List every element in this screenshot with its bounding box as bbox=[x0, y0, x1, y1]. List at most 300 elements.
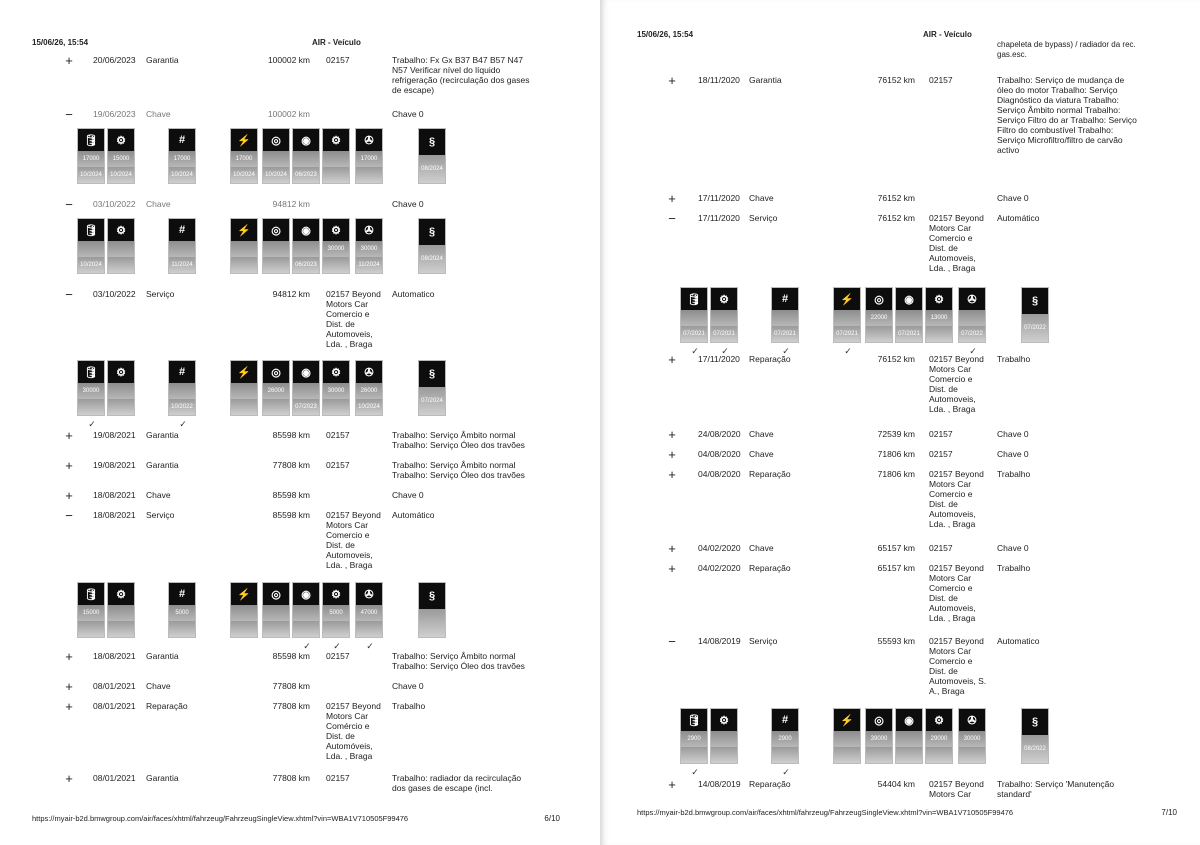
service-km-label bbox=[896, 731, 922, 747]
brake-fluid-icon bbox=[925, 708, 953, 764]
filter-icon bbox=[771, 708, 799, 777]
mileage: 54404 km bbox=[877, 779, 915, 789]
service-date-label bbox=[926, 326, 952, 342]
brake-icon-glyph: ⚙ bbox=[108, 583, 134, 605]
service-date-label: 07/2021 bbox=[834, 326, 860, 342]
page-number: 7/10 bbox=[1161, 808, 1177, 817]
page-title: AIR - Veículo bbox=[312, 38, 361, 47]
service-date-label: 10/2024 bbox=[356, 399, 382, 415]
brake-disc-icon-glyph: ◉ bbox=[896, 288, 922, 310]
entry-date: 19/08/2021 bbox=[93, 460, 136, 470]
service-km-label: 47000 bbox=[356, 605, 382, 621]
service-date-label bbox=[231, 621, 257, 637]
timestamp: 15/06/26, 15:54 bbox=[637, 30, 694, 39]
battery-icon-glyph: ⚡ bbox=[231, 583, 257, 605]
engine-oil-icon bbox=[77, 218, 105, 274]
service-km-label bbox=[78, 241, 104, 257]
expand-icon[interactable]: + bbox=[668, 427, 676, 442]
entry-date: 03/10/2022 bbox=[93, 199, 136, 209]
description: Chave 0 bbox=[392, 199, 424, 209]
service-km-label bbox=[896, 310, 922, 326]
entry-type: Chave bbox=[749, 429, 774, 439]
brake-fluid-icon-glyph: ⚙ bbox=[323, 219, 349, 241]
inspection-icon-glyph: § bbox=[419, 219, 445, 245]
description: Trabalho: Serviço Âmbito normal Trabalho: Serviço Óleo dos travões bbox=[392, 430, 525, 450]
service-date-label bbox=[231, 399, 257, 415]
expand-icon[interactable]: + bbox=[65, 53, 73, 68]
description: Trabalho: Fx Gx B37 B47 B57 N47 N57 Verificar nível do líquido refrigeração (recirculação dos gases de escape) bbox=[392, 55, 530, 95]
mileage: 71806 km bbox=[877, 469, 915, 479]
collapse-icon[interactable]: − bbox=[65, 508, 73, 523]
entry-date: 04/08/2020 bbox=[698, 469, 741, 479]
service-km-label bbox=[108, 241, 134, 257]
brake-disc-icon bbox=[292, 582, 320, 651]
service-km-label: 2900 bbox=[681, 731, 707, 747]
service-date-label bbox=[323, 399, 349, 415]
service-km-label bbox=[169, 241, 195, 257]
inspection-icon-glyph: § bbox=[419, 361, 445, 387]
filter-icon-glyph: # bbox=[772, 709, 798, 731]
service-date-label: 07/2021 bbox=[772, 326, 798, 342]
mileage: 77808 km bbox=[272, 460, 310, 470]
brake-fluid-icon bbox=[322, 582, 350, 651]
service-km-label: 26000 bbox=[263, 383, 289, 399]
service-date-label: 06/2023 bbox=[293, 167, 319, 183]
footer-url: https://myair-b2d.bmwgroup.com/air/faces/xhtml/fahrzeug/FahrzeugSingleView.xhtml?vin=WBA1V710505F99476 bbox=[32, 814, 409, 823]
service-km-label: 17000 bbox=[78, 151, 104, 167]
description: Chave 0 bbox=[392, 490, 424, 500]
service-km-label bbox=[834, 731, 860, 747]
tire-icon bbox=[262, 128, 290, 184]
engine-oil-icon bbox=[77, 360, 105, 429]
entry-type: Garantia bbox=[146, 460, 179, 470]
brake-icon-glyph: ⚙ bbox=[108, 219, 134, 241]
service-km-label: 26000 bbox=[356, 383, 382, 399]
service-date-label: 10/2024 bbox=[108, 167, 134, 183]
inspection-icon bbox=[1021, 287, 1049, 343]
brake-fluid-icon bbox=[322, 218, 350, 274]
mileage: 71806 km bbox=[877, 449, 915, 459]
service-date-label: 07/2021 bbox=[681, 326, 707, 342]
brake-fluid-icon bbox=[322, 360, 350, 416]
dealer: 02157 bbox=[326, 773, 350, 783]
inspection-icon bbox=[418, 360, 446, 416]
dealer: 02157 bbox=[326, 460, 350, 470]
service-km-label bbox=[169, 383, 195, 399]
service-date-label bbox=[356, 167, 382, 183]
service-km-label bbox=[959, 310, 985, 326]
description: Chave 0 bbox=[392, 681, 424, 691]
check-mark-icon: ✓ bbox=[303, 641, 311, 651]
entry-type: Serviço bbox=[749, 636, 778, 646]
description: Chave 0 bbox=[997, 449, 1029, 459]
battery-icon bbox=[833, 287, 861, 356]
entry-type: Reparação bbox=[749, 779, 791, 789]
entry-type: Chave bbox=[146, 109, 171, 119]
dealer: 02157 Beyond Motors Car Comercio e Dist. de Automoveis, S. A., Braga bbox=[929, 636, 987, 696]
service-date-label bbox=[866, 747, 892, 763]
collapse-icon[interactable]: − bbox=[65, 287, 73, 302]
service-date-label bbox=[866, 326, 892, 342]
mileage: 94812 km bbox=[272, 289, 310, 299]
brake-icon bbox=[107, 218, 135, 274]
entry-date: 19/06/2023 bbox=[93, 109, 136, 119]
service-date-label bbox=[772, 747, 798, 763]
entry-type: Chave bbox=[749, 193, 774, 203]
expand-icon[interactable]: + bbox=[668, 777, 676, 792]
dealer: 02157 bbox=[326, 651, 350, 661]
service-date-label: 10/2024 bbox=[78, 167, 104, 183]
brake-fluid-icon bbox=[322, 128, 350, 184]
battery-icon bbox=[230, 218, 258, 274]
service-date-label: 08/2022 bbox=[1022, 735, 1048, 763]
description: Chave 0 bbox=[997, 543, 1029, 553]
mileage: 85598 km bbox=[272, 510, 310, 520]
filter-icon bbox=[771, 287, 799, 356]
inspection-icon-glyph: § bbox=[1022, 709, 1048, 735]
expand-icon[interactable]: + bbox=[668, 561, 676, 576]
mileage: 100002 km bbox=[267, 55, 310, 65]
service-icon-strip bbox=[0, 582, 600, 654]
brake-icon bbox=[710, 287, 738, 356]
tire-icon-glyph: ◎ bbox=[263, 583, 289, 605]
service-km-label bbox=[108, 605, 134, 621]
dealer: 02157 bbox=[929, 449, 953, 459]
entry-type: Serviço bbox=[146, 289, 175, 299]
entry-type: Garantia bbox=[749, 75, 782, 85]
page-number: 6/10 bbox=[544, 814, 560, 823]
service-date-label bbox=[681, 747, 707, 763]
filter-icon-glyph: # bbox=[169, 219, 195, 241]
engine-oil-icon bbox=[77, 582, 105, 638]
description: Trabalho: radiador da recirculação dos gases de escape (incl. bbox=[392, 773, 522, 793]
engine-oil-icon bbox=[680, 708, 708, 777]
service-icon-strip bbox=[0, 218, 600, 290]
service-km-label bbox=[711, 310, 737, 326]
collapse-icon[interactable]: − bbox=[668, 634, 676, 649]
tire-icon-glyph: ◎ bbox=[263, 361, 289, 383]
check-mark-icon: ✓ bbox=[969, 346, 977, 356]
tire-icon-glyph: ◎ bbox=[866, 709, 892, 731]
entry-date: 14/08/2019 bbox=[698, 779, 741, 789]
service-km-label bbox=[834, 310, 860, 326]
dealer: 02157 bbox=[326, 55, 350, 65]
collapse-icon[interactable]: − bbox=[65, 107, 73, 122]
service-km-label: 30000 bbox=[323, 383, 349, 399]
brake-fluid-icon-glyph: ⚙ bbox=[926, 288, 952, 310]
expand-icon[interactable]: + bbox=[668, 352, 676, 367]
tire-icon-glyph: ◎ bbox=[263, 219, 289, 241]
service-icon-strip bbox=[0, 128, 600, 200]
lift-icon-glyph: ✇ bbox=[959, 709, 985, 731]
service-km-label bbox=[231, 241, 257, 257]
battery-icon bbox=[230, 360, 258, 416]
continued-description: chapeleta de bypass) / radiador da rec. gas.esc. bbox=[997, 40, 1136, 59]
tire-icon bbox=[262, 582, 290, 638]
mileage: 77808 km bbox=[272, 701, 310, 711]
expand-icon[interactable]: + bbox=[65, 649, 73, 664]
lift-icon-glyph: ✇ bbox=[356, 361, 382, 383]
expand-icon[interactable]: + bbox=[65, 699, 73, 714]
mileage: 77808 km bbox=[272, 773, 310, 783]
entry-date: 08/01/2021 bbox=[93, 701, 136, 711]
entry-date: 18/08/2021 bbox=[93, 510, 136, 520]
entry-date: 17/11/2020 bbox=[698, 213, 740, 223]
entry-date: 24/08/2020 bbox=[698, 429, 741, 439]
service-date-label bbox=[78, 621, 104, 637]
entry-type: Garantia bbox=[146, 430, 179, 440]
service-date-label bbox=[263, 257, 289, 273]
entry-date: 03/10/2022 bbox=[93, 289, 136, 299]
service-date-label: 07/2021 bbox=[711, 326, 737, 342]
brake-fluid-icon-glyph: ⚙ bbox=[323, 361, 349, 383]
service-date-label bbox=[926, 747, 952, 763]
service-km-label: 5000 bbox=[169, 605, 195, 621]
service-date-label bbox=[108, 257, 134, 273]
dealer: 02157 Beyond Motors Car Comercio e Dist. de Automoveis, Lda. , Braga bbox=[326, 510, 381, 570]
service-km-label bbox=[681, 310, 707, 326]
brake-icon bbox=[107, 582, 135, 638]
filter-icon bbox=[168, 360, 196, 429]
page-right bbox=[600, 0, 1200, 845]
service-date-label: 10/2024 bbox=[78, 257, 104, 273]
description: Trabalho bbox=[997, 354, 1031, 364]
brake-icon bbox=[710, 708, 738, 764]
filter-icon-glyph: # bbox=[772, 288, 798, 310]
description: Trabalho: Serviço de mudança de óleo do motor Trabalho: Serviço Diagnóstico da viatura Trabalho: Serviço Âmbito normal Trabalho: Serviço Filtro do ar Trabalho: Serviço Filtro do combustível Trabalho: Serviço Microfiltro/filtro de carvão activo bbox=[997, 75, 1137, 155]
description: Trabalho bbox=[997, 563, 1031, 573]
service-km-label bbox=[263, 241, 289, 257]
expand-icon[interactable]: + bbox=[65, 679, 73, 694]
entry-type: Chave bbox=[749, 543, 774, 553]
mileage: 85598 km bbox=[272, 430, 310, 440]
entry-type: Garantia bbox=[146, 773, 179, 783]
expand-icon[interactable]: + bbox=[668, 541, 676, 556]
dealer: 02157 bbox=[929, 429, 953, 439]
service-date-label bbox=[263, 399, 289, 415]
inspection-icon bbox=[418, 128, 446, 184]
service-date-label: 07/2023 bbox=[293, 399, 319, 415]
inspection-icon-glyph: § bbox=[419, 129, 445, 155]
dealer: 02157 bbox=[929, 75, 953, 85]
expand-icon[interactable]: + bbox=[668, 447, 676, 462]
engine-oil-icon-glyph: 🛢 bbox=[78, 219, 104, 241]
brake-icon bbox=[107, 360, 135, 416]
entry-type: Reparação bbox=[749, 354, 791, 364]
mileage: 76152 km bbox=[877, 213, 915, 223]
service-km-label bbox=[293, 383, 319, 399]
engine-oil-icon-glyph: 🛢 bbox=[78, 361, 104, 383]
mileage: 100002 km bbox=[267, 109, 310, 119]
service-km-label bbox=[231, 383, 257, 399]
expand-icon[interactable]: + bbox=[668, 467, 676, 482]
entry-date: 17/11/2020 bbox=[698, 193, 740, 203]
inspection-icon bbox=[1021, 708, 1049, 764]
entry-type: Reparação bbox=[146, 701, 188, 711]
expand-icon[interactable]: + bbox=[65, 488, 73, 503]
tire-icon-glyph: ◎ bbox=[263, 129, 289, 151]
mileage: 85598 km bbox=[272, 651, 310, 661]
service-date-label bbox=[78, 399, 104, 415]
battery-icon bbox=[230, 128, 258, 184]
service-date-label bbox=[263, 621, 289, 637]
engine-oil-icon bbox=[77, 128, 105, 184]
service-date-label bbox=[108, 399, 134, 415]
entry-type: Chave bbox=[146, 199, 171, 209]
entry-date: 04/08/2020 bbox=[698, 449, 741, 459]
lift-icon bbox=[958, 287, 986, 356]
service-date-label bbox=[896, 747, 922, 763]
check-mark-icon: ✓ bbox=[179, 419, 187, 429]
service-date-label: 07/2022 bbox=[1022, 314, 1048, 342]
collapse-icon[interactable]: − bbox=[65, 197, 73, 212]
description: Automático bbox=[997, 213, 1040, 223]
service-icon-strip bbox=[601, 708, 1200, 780]
entry-date: 08/01/2021 bbox=[93, 773, 136, 783]
brake-icon-glyph: ⚙ bbox=[711, 288, 737, 310]
service-date-label bbox=[169, 621, 195, 637]
check-mark-icon: ✓ bbox=[782, 346, 790, 356]
mileage: 94812 km bbox=[272, 199, 310, 209]
expand-icon[interactable]: + bbox=[668, 73, 676, 88]
service-km-label: 30000 bbox=[356, 241, 382, 257]
description: Trabalho bbox=[392, 701, 426, 711]
engine-oil-icon-glyph: 🛢 bbox=[78, 129, 104, 151]
entry-date: 04/02/2020 bbox=[698, 543, 741, 553]
service-km-label: 30000 bbox=[78, 383, 104, 399]
description: Trabalho: Serviço 'Manutenção standard' bbox=[997, 779, 1115, 799]
filter-icon-glyph: # bbox=[169, 583, 195, 605]
service-km-label: 17000 bbox=[169, 151, 195, 167]
dealer: 02157 Beyond Motors Car Comercio e Dist. de Automoveis, Lda. , Braga bbox=[929, 213, 984, 273]
tire-icon bbox=[262, 360, 290, 416]
service-km-label: 15000 bbox=[108, 151, 134, 167]
filter-icon bbox=[168, 128, 196, 184]
battery-icon bbox=[230, 582, 258, 638]
dealer: 02157 Beyond Motors Car Comercio e Dist. de Automoveis, Lda. , Braga bbox=[929, 469, 984, 529]
expand-icon[interactable]: + bbox=[668, 191, 676, 206]
battery-icon bbox=[833, 708, 861, 764]
battery-icon-glyph: ⚡ bbox=[834, 709, 860, 731]
service-date-label: 06/2023 bbox=[293, 257, 319, 273]
lift-icon bbox=[355, 582, 383, 651]
service-km-label: 13000 bbox=[926, 310, 952, 326]
entry-date: 17/11/2020 bbox=[698, 354, 740, 364]
service-km-label: 15000 bbox=[78, 605, 104, 621]
service-km-label: 2900 bbox=[772, 731, 798, 747]
expand-icon[interactable]: + bbox=[65, 771, 73, 786]
service-date-label bbox=[323, 621, 349, 637]
service-km-label bbox=[293, 151, 319, 167]
service-km-label: 30000 bbox=[323, 241, 349, 257]
service-date-label: 10/2022 bbox=[169, 399, 195, 415]
battery-icon-glyph: ⚡ bbox=[231, 219, 257, 241]
brake-icon-glyph: ⚙ bbox=[108, 129, 134, 151]
filter-icon-glyph: # bbox=[169, 361, 195, 383]
description: Automatico bbox=[392, 289, 435, 299]
collapse-icon[interactable]: − bbox=[668, 211, 676, 226]
tire-icon bbox=[262, 218, 290, 274]
brake-fluid-icon-glyph: ⚙ bbox=[926, 709, 952, 731]
entry-type: Chave bbox=[749, 449, 774, 459]
brake-disc-icon bbox=[292, 218, 320, 274]
battery-icon-glyph: ⚡ bbox=[231, 129, 257, 151]
brake-disc-icon bbox=[292, 128, 320, 184]
entry-date: 20/06/2023 bbox=[93, 55, 136, 65]
service-date-label: 11/2024 bbox=[356, 257, 382, 273]
service-date-label: 10/2024 bbox=[169, 167, 195, 183]
tire-icon-glyph: ◎ bbox=[866, 288, 892, 310]
entry-date: 18/11/2020 bbox=[698, 75, 740, 85]
mileage: 72539 km bbox=[877, 429, 915, 439]
lift-icon bbox=[355, 360, 383, 416]
brake-icon-glyph: ⚙ bbox=[108, 361, 134, 383]
tire-icon bbox=[865, 708, 893, 764]
service-km-label: 17000 bbox=[231, 151, 257, 167]
expand-icon[interactable]: + bbox=[65, 428, 73, 443]
engine-oil-icon-glyph: 🛢 bbox=[681, 288, 707, 310]
brake-icon-glyph: ⚙ bbox=[711, 709, 737, 731]
mileage: 77808 km bbox=[272, 681, 310, 691]
service-km-label bbox=[263, 151, 289, 167]
service-km-label bbox=[293, 605, 319, 621]
lift-icon bbox=[355, 218, 383, 274]
service-date-label bbox=[711, 747, 737, 763]
check-mark-icon: ✓ bbox=[721, 346, 729, 356]
brake-disc-icon-glyph: ◉ bbox=[293, 219, 319, 241]
service-km-label bbox=[711, 731, 737, 747]
mileage: 65157 km bbox=[877, 543, 915, 553]
dealer: 02157 bbox=[929, 543, 953, 553]
brake-disc-icon bbox=[895, 708, 923, 764]
entry-date: 08/01/2021 bbox=[93, 681, 136, 691]
service-km-label bbox=[293, 241, 319, 257]
inspection-icon bbox=[418, 218, 446, 274]
check-mark-icon: ✓ bbox=[366, 641, 374, 651]
dealer: 02157 Beyond Motors Car Comercio e Dist. de Automoveis, Lda. , Braga bbox=[929, 354, 984, 414]
page-title: AIR - Veículo bbox=[923, 30, 972, 39]
entry-type: Serviço bbox=[749, 213, 778, 223]
lift-icon bbox=[958, 708, 986, 764]
service-date-label bbox=[356, 621, 382, 637]
service-km-label: 17000 bbox=[356, 151, 382, 167]
description: Trabalho: Serviço Âmbito normal Trabalho: Serviço Óleo dos travões bbox=[392, 460, 525, 480]
service-km-label: 5000 bbox=[323, 605, 349, 621]
expand-icon[interactable]: + bbox=[65, 458, 73, 473]
filter-icon-glyph: # bbox=[169, 129, 195, 151]
brake-icon bbox=[107, 128, 135, 184]
entry-date: 19/08/2021 bbox=[93, 430, 136, 440]
check-mark-icon: ✓ bbox=[88, 419, 96, 429]
lift-icon-glyph: ✇ bbox=[356, 583, 382, 605]
brake-fluid-icon-glyph: ⚙ bbox=[323, 583, 349, 605]
entry-type: Reparação bbox=[749, 469, 791, 479]
mileage: 76152 km bbox=[877, 354, 915, 364]
service-date-label bbox=[419, 609, 445, 637]
service-km-label: 39000 bbox=[866, 731, 892, 747]
service-date-label bbox=[293, 621, 319, 637]
mileage: 85598 km bbox=[272, 490, 310, 500]
service-date-label: 10/2024 bbox=[231, 167, 257, 183]
service-km-label bbox=[323, 151, 349, 167]
service-km-label bbox=[108, 383, 134, 399]
entry-date: 18/08/2021 bbox=[93, 651, 136, 661]
service-icon-strip bbox=[0, 360, 600, 432]
dealer: 02157 Beyond Motors Car bbox=[929, 779, 984, 799]
service-date-label: 07/2022 bbox=[959, 326, 985, 342]
dealer: 02157 Beyond Motors Car Comercio e Dist. de Automoveis, Lda. , Braga bbox=[929, 563, 984, 623]
entry-type: Chave bbox=[146, 490, 171, 500]
